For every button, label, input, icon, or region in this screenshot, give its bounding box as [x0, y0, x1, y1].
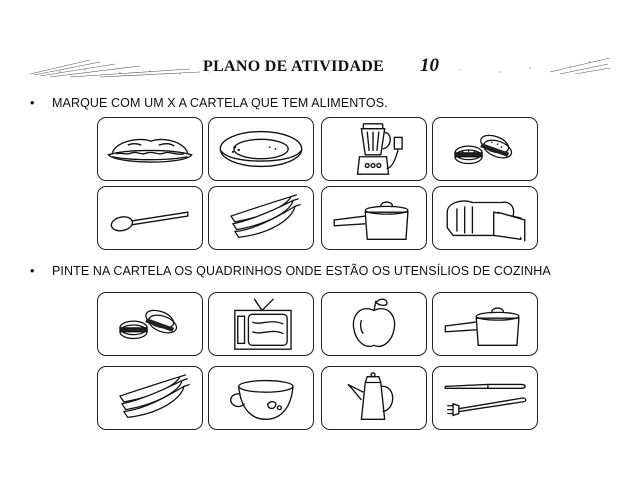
card-blender[interactable]: [321, 117, 427, 181]
card-saucepan[interactable]: [321, 186, 427, 250]
blender-icon: [322, 118, 426, 180]
knife-and-fork-icon: [433, 367, 537, 429]
card-bananas-2[interactable]: [97, 366, 203, 430]
card-cookies[interactable]: [432, 117, 538, 181]
bread-loaf-icon: [433, 187, 537, 249]
card-bananas[interactable]: [208, 186, 314, 250]
cookies-icon: [433, 118, 537, 180]
card-kettle[interactable]: [321, 366, 427, 430]
card-saucepan-2[interactable]: [432, 292, 538, 356]
soup-plate-icon: [209, 118, 313, 180]
television-icon: [209, 293, 313, 355]
sandwich-icon: [98, 118, 202, 180]
page-title: PLANO DE ATIVIDADE: [203, 58, 385, 75]
spoon-icon: [98, 187, 202, 249]
card-cookies-2[interactable]: [97, 292, 203, 356]
instruction-2-text: PINTE NA CARTELA OS QUADRINHOS ONDE ESTÃO OS UTENSÍLIOS DE COZINHA: [52, 264, 551, 278]
card-apple[interactable]: [321, 292, 427, 356]
teacup-icon: [209, 367, 313, 429]
apple-icon: [322, 293, 426, 355]
bullet: •: [30, 96, 35, 110]
kettle-icon: [322, 367, 426, 429]
card-knife-and-fork[interactable]: [432, 366, 538, 430]
saucepan-icon: [322, 187, 426, 249]
card-teacup[interactable]: [208, 366, 314, 430]
card-soup-plate[interactable]: [208, 117, 314, 181]
bananas-icon: [209, 187, 313, 249]
card-sandwich[interactable]: [97, 117, 203, 181]
bananas-icon: [98, 367, 202, 429]
instruction-1-text: MARQUE COM UM X A CARTELA QUE TEM ALIMENTOS.: [52, 96, 388, 110]
page-number: 10: [420, 55, 439, 76]
bullet: •: [30, 264, 35, 278]
instruction-1: [30, 96, 388, 110]
saucepan-icon: [433, 293, 537, 355]
card-bread-loaf[interactable]: [432, 186, 538, 250]
cookies-icon: [98, 293, 202, 355]
instruction-2: [30, 264, 551, 278]
card-television[interactable]: [208, 292, 314, 356]
card-spoon[interactable]: [97, 186, 203, 250]
